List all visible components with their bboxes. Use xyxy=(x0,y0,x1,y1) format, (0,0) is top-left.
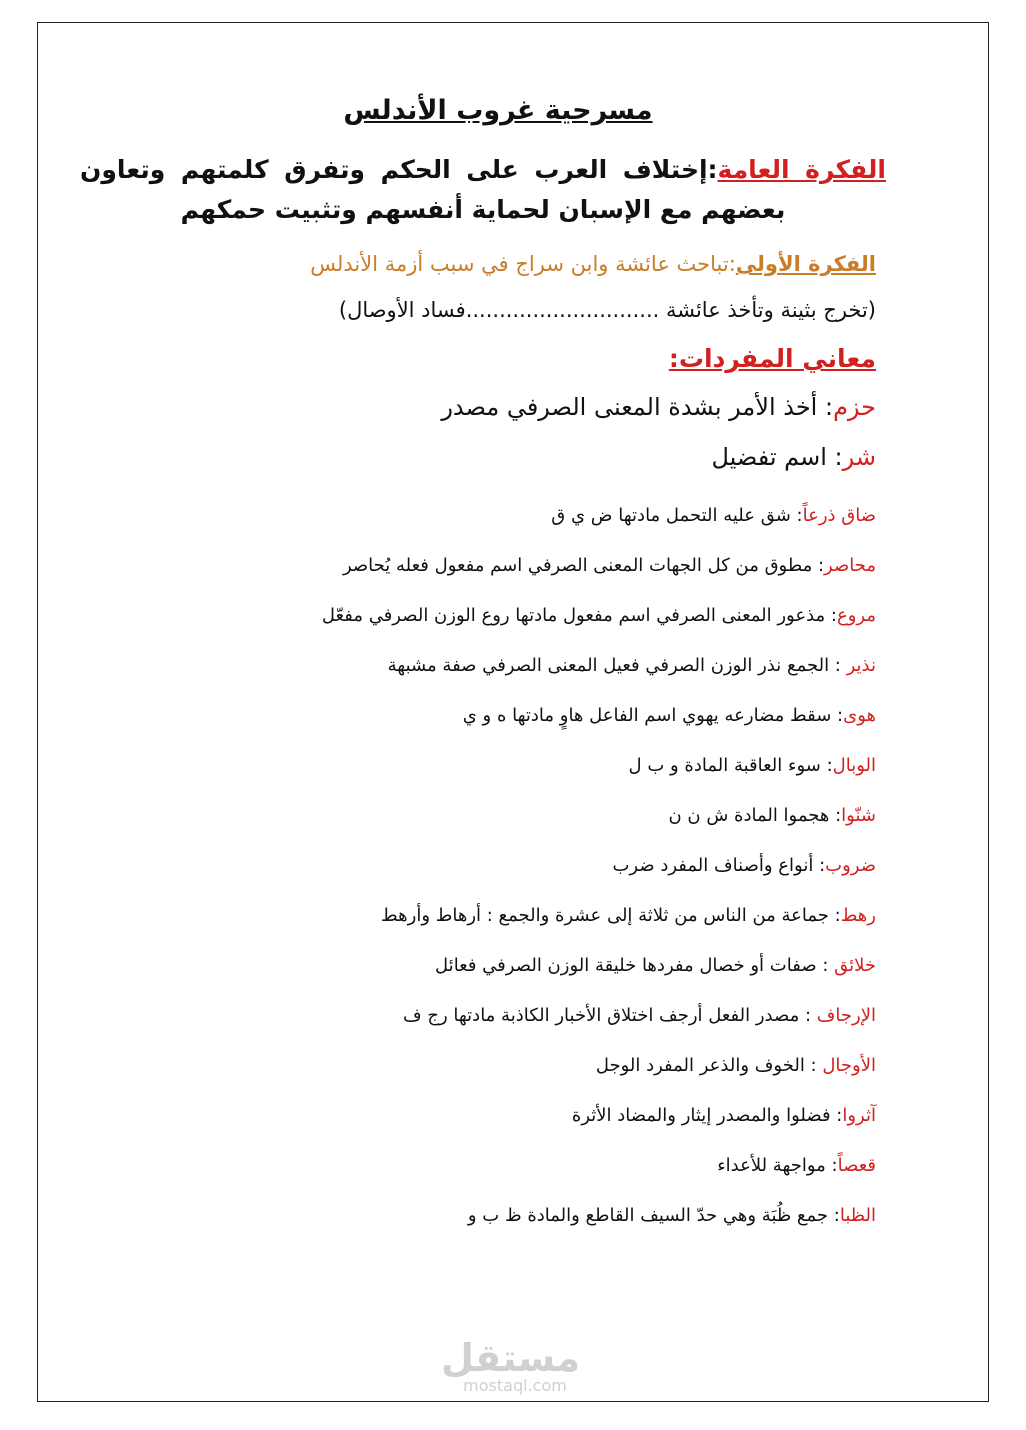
first-idea-text: :تباحث عائشة وابن سراج في سبب أزمة الأندلس xyxy=(310,252,736,276)
vocab-term: مروع xyxy=(836,605,876,626)
document-body xyxy=(80,95,886,1241)
vocab-term: شنّوا xyxy=(841,805,876,826)
vocab-definition: : جماعة من الناس من ثلاثة إلى عشرة والجمع : أرهاط وأرهط xyxy=(381,905,841,926)
watermark-arabic: مستقل xyxy=(441,1336,580,1380)
general-idea xyxy=(80,150,886,230)
vocab-definition: : اسم تفضيل xyxy=(711,443,843,471)
vocab-term: نذير xyxy=(846,655,876,676)
vocab-definition: : مواجهة للأعداء xyxy=(717,1155,838,1176)
vocab-term: الوبال xyxy=(832,755,876,776)
vocab-definition: : مصدر الفعل أرجف اختلاق الأخبار الكاذبة مادتها رج ف xyxy=(402,1005,817,1026)
vocab-term: رهط xyxy=(840,905,876,926)
vocab-term: الإرجاف xyxy=(816,1005,876,1026)
vocab-entry xyxy=(120,641,876,691)
first-idea xyxy=(120,252,876,276)
vocab-term: حزم xyxy=(833,393,876,421)
vocab-definition: : سوء العاقبة المادة و ب ل xyxy=(628,755,833,776)
vocab-term: الظبا xyxy=(839,1205,876,1226)
vocab-term: محاصر xyxy=(824,555,876,576)
vocab-entry xyxy=(120,1091,876,1141)
vocab-definition: : الجمع نذر الوزن الصرفي فعيل المعنى الصرفي صفة مشبهة xyxy=(387,655,847,676)
watermark-logo xyxy=(441,1336,580,1395)
vocab-entry xyxy=(120,393,876,421)
vocab-definition: : فضلوا والمصدر إيثار والمضاد الأثرة xyxy=(571,1105,843,1126)
vocab-entry xyxy=(120,1041,876,1091)
vocab-entry xyxy=(120,891,876,941)
vocab-entry xyxy=(120,741,876,791)
first-idea-label: الفكرة الأولى xyxy=(735,252,876,276)
vocab-definition: : شق عليه التحمل مادتها ض ي ق xyxy=(551,505,803,526)
vocab-term: قعصاً xyxy=(837,1155,876,1176)
vocab-entry xyxy=(120,691,876,741)
vocab-definition: : الخوف والذعر المفرد الوجل xyxy=(595,1055,823,1076)
vocab-entry xyxy=(120,841,876,891)
vocab-term: خلائق xyxy=(834,955,876,976)
vocab-term: شر xyxy=(842,443,876,471)
vocab-term: آثروا xyxy=(842,1105,876,1126)
text-range: (تخرج بثينة وتأخذ عائشة .............................فساد الأوصال) xyxy=(338,298,876,322)
vocab-definition: : صفات أو خصال مفردها خليقة الوزن الصرفي فعائل xyxy=(435,955,835,976)
vocab-entry xyxy=(120,941,876,991)
vocab-definition: : جمع ظُبَة وهي حدّ السيف القاطع والمادة ظ ب و xyxy=(467,1205,840,1226)
vocab-entry xyxy=(120,591,876,641)
vocab-term: ضاق ذرعاً xyxy=(802,505,876,526)
vocab-entry xyxy=(120,1141,876,1191)
general-idea-text: :إختلاف العرب على الحكم وتفرق كلمتهم وتعاون بعضهم مع الإسبان لحماية أنفسهم وتثبيت حمكهم xyxy=(80,155,786,224)
document-title: مسرحية غروب الأندلس xyxy=(343,95,653,126)
vocab-definition: : سقط مضارعه يهوي اسم الفاعل هاوٍ مادتها ه و ي xyxy=(462,705,844,726)
vocab-definition: : أنواع وأصناف المفرد ضرب xyxy=(612,855,826,876)
vocab-entry xyxy=(120,1191,876,1241)
vocab-term: ضروب xyxy=(825,855,876,876)
vocab-term: الأوجال xyxy=(822,1055,876,1076)
vocab-term: هوى xyxy=(843,705,876,726)
watermark-url: mostaql.com xyxy=(463,1376,567,1395)
vocab-entry xyxy=(120,491,876,541)
vocab-definition: : مذعور المعنى الصرفي اسم مفعول مادتها روع الوزن الصرفي مفعّل xyxy=(321,605,837,626)
vocab-definition: : أخذ الأمر بشدة المعنى الصرفي مصدر xyxy=(441,393,834,421)
vocab-definition: : هجموا المادة ش ن ن xyxy=(668,805,842,826)
vocab-entry xyxy=(120,541,876,591)
vocab-definition: : مطوق من كل الجهات المعنى الصرفي اسم مفعول فعله يُحاصر xyxy=(342,555,825,576)
general-idea-label: الفكرة العامة xyxy=(717,155,886,184)
vocab-entry xyxy=(120,991,876,1041)
vocab-entry xyxy=(120,791,876,841)
vocab-heading: معاني المفردات: xyxy=(668,344,876,373)
vocab-entry xyxy=(120,443,876,471)
